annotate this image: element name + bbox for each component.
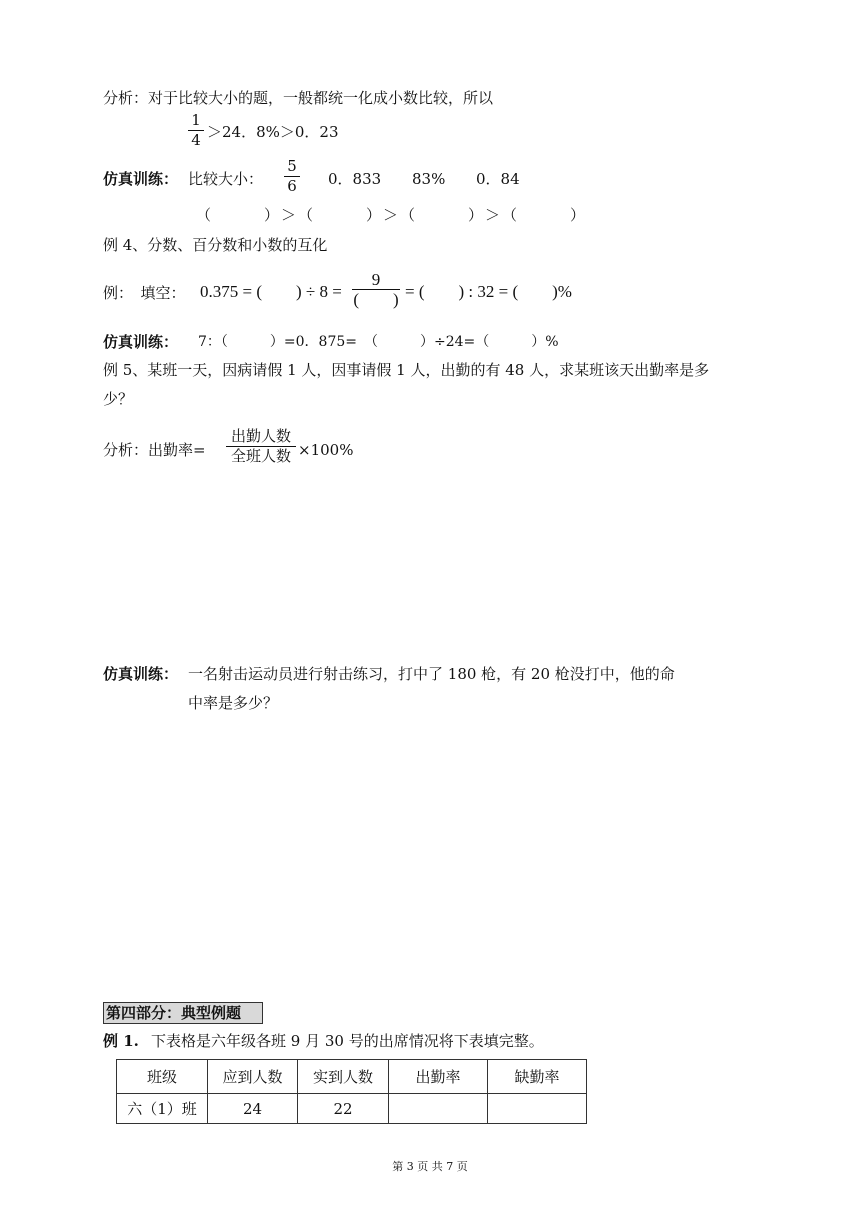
table-header-row: [117, 1060, 587, 1094]
cell-actual: 22: [298, 1094, 389, 1124]
example-1-lead: 例 1.: [103, 1032, 139, 1050]
training-label: 仿真训练：: [103, 333, 179, 351]
header-absence-rate: 缺勤率: [488, 1060, 587, 1094]
example-1-text: 下表格是六年级各班 9 月 30 号的出席情况将下表填完整。: [151, 1032, 544, 1050]
cell-attendance-rate[interactable]: [389, 1094, 488, 1124]
fraction-attendance-formula: 出勤人数 全班人数: [226, 427, 296, 466]
training-shooting-line-2: 中率是多少？: [188, 694, 279, 712]
example-4-lead: 例： 填空：: [103, 284, 186, 302]
analysis-compare-text: 分析：对于比较大小的题，一般都统一化成小数比较，所以: [103, 89, 494, 107]
analysis-attendance-multiplier: ×100%: [298, 441, 354, 459]
compare-value-3: 0．84: [476, 170, 520, 188]
training-compare-text: 比较大小：: [188, 170, 264, 188]
example-4-equation-part2: = ( ) : 32 = ( )%: [405, 282, 572, 301]
analysis-attendance-text: 分析：出勤率=: [103, 441, 206, 459]
example-4-equation-part1: 0.375 = ( ) ÷ 8 =: [200, 282, 342, 301]
page-footer: 第 3 页 共 7 页: [392, 1160, 468, 1173]
attendance-table: [116, 1059, 587, 1124]
training-conversion-text: 7：（ ）=0．875= （ ）÷24=（ ）%: [198, 334, 559, 350]
section-4-heading: 第四部分：典型例题: [103, 1002, 263, 1024]
example-5-line-1: 例 5、某班一天，因病请假 1 人，因事请假 1 人，出勤的有 48 人，求某班该天出勤率是多: [103, 361, 710, 379]
compare-value-1: 0．833: [328, 170, 382, 188]
fraction-one-quarter: 1 4: [188, 111, 204, 150]
table-row: [117, 1094, 587, 1124]
header-expected: 应到人数: [208, 1060, 298, 1094]
header-attendance-rate: 出勤率: [389, 1060, 488, 1094]
training-label: 仿真训练：: [103, 170, 179, 188]
example-4-title: 例 4、分数、百分数和小数的互化: [103, 236, 328, 254]
fraction-nine-over-blank: 9 ( ): [353, 270, 399, 309]
header-actual: 实到人数: [298, 1060, 389, 1094]
fraction-five-sixths: 5 6: [284, 157, 300, 196]
cell-class: 六（1）班: [117, 1094, 208, 1124]
example-5-line-2: 少？: [103, 390, 134, 408]
cell-expected: 24: [208, 1094, 298, 1124]
cell-absence-rate[interactable]: [488, 1094, 587, 1124]
header-class: 班级: [117, 1060, 208, 1094]
training-label: 仿真训练：: [103, 665, 179, 683]
training-shooting-line-1: 一名射击运动员进行射击练习，打中了 180 枪，有 20 枪没打中，他的命: [188, 665, 675, 683]
compare-order-blanks: （ ）＞（ ）＞（ ）＞（ ）: [196, 206, 588, 224]
compare-value-2: 83%: [412, 170, 446, 188]
analysis-compare-result: ＞24．8%＞0．23: [207, 123, 339, 141]
